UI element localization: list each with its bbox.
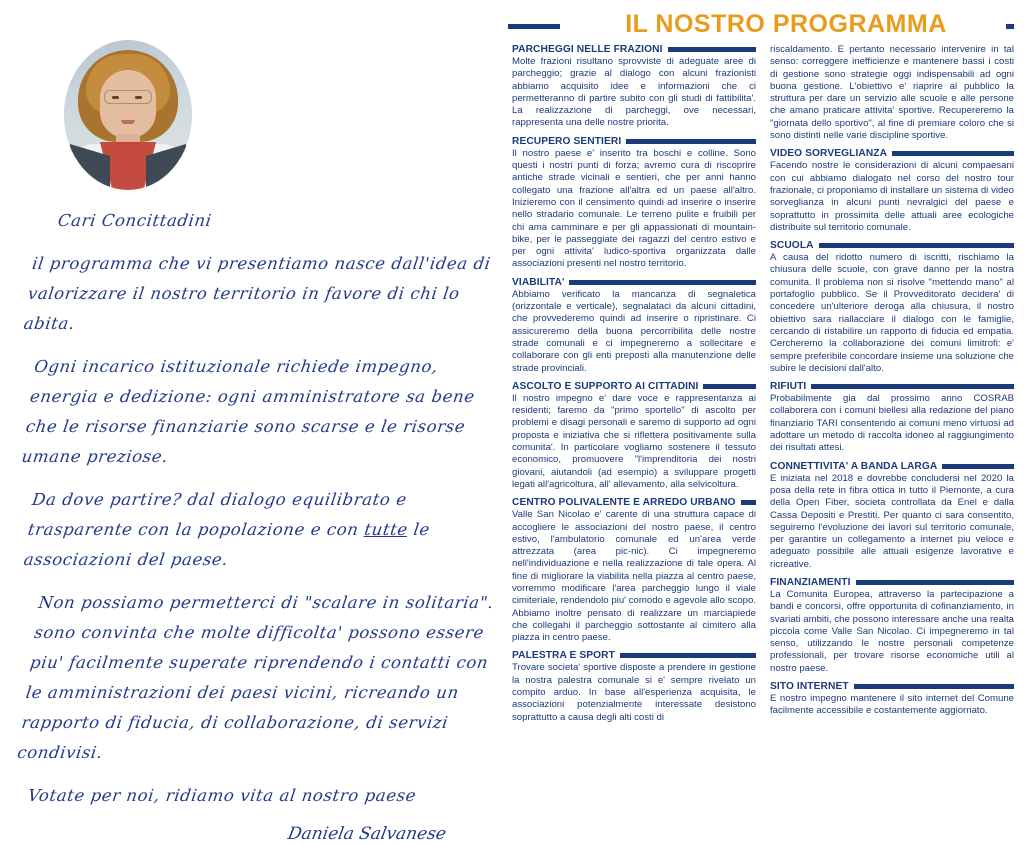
letter-salutation: Cari Concittadini [56,211,214,230]
portrait-mouth [121,120,135,124]
section-heading [512,136,756,147]
letter-paragraph-2: Ogni incarico istituzionale richiede impegno, energia e dedizione: ogni amministratore sa bene che le risorse finanziarie sono scarse e le risorse umane preziose. [20,357,477,466]
program-columns [512,44,1014,723]
section-title: VIABILITA' [512,276,565,288]
section-rule [892,151,1014,156]
section-body: Molte frazioni risultano sprovviste di adeguate aree di parcheggio; grazie al dialogo con alcuni frazionisti abbiamo acquisito idee e informazioni che ci permetteranno di partire subito con gli studi di fattibilita'. La realizzazione di parcheggi, ove necessari, rappresenta una delle nostre priorita. [512,56,756,129]
program-column-1 [512,44,756,723]
letter-signature: Daniela Salvanese [286,824,448,844]
section-body: E nostro impegno mantenere il sito internet del Comune facilmente accessibile e costantemente aggiornato. [770,693,1014,717]
section-heading [770,148,1014,159]
section-heading [770,240,1014,251]
section-title: SCUOLA [770,240,814,252]
section-body: Probabilmente gia dal prossimo anno COSRAB collaborera con i comuni biellesi alla redazione del piano finanziario TARI consentendo ai comuni meno virtuosi ad adottare un metodo di raccolta idoneo al raggiungimento dei risultati attesi. [770,393,1014,454]
section-rule [626,139,756,144]
section-recupero-sentieri [512,136,756,271]
section-rule [620,653,756,658]
section-scuola [770,240,1014,375]
section-heading [512,650,756,661]
section-title: PARCHEGGI NELLE FRAZIONI [512,44,663,55]
letter-paragraph-1: il programma che vi presentiamo nasce dall'idea di valorizzare il nostro territorio in favore di chi lo abita. [22,254,493,333]
candidate-photo [64,40,192,190]
section-heading [512,44,756,55]
portrait-eye-right [135,96,142,99]
letter-paragraph-3: Da dove partire? dal dialogo equilibrato e trasparente con la popolazione e con tutte le associazioni del paese. [22,490,432,569]
section-video-sorveglianza [770,148,1014,234]
section-body: Il nostro impegno e' dare voce e rappresentanza ai residenti; faremo da "primo sportello" di ascolto per problemi e disagi personali e saremo di supporto ad ogni proposta e iniziativa che si riflettera positivamente sulla comunita'. In particolare vogliamo sostenere il tessuto economico, promuovere "l'imprenditoria dei nostri giovani, aiutandoli (ad esempio) a sviluppare progetti legati all'agricoltura, all' allevamento, alla selvicoltura. [512,392,756,490]
section-body: E iniziata nel 2018 e dovrebbe concludersi nel 2020 la posa della rete in fibra ottica in tutto il Piemonte, a cura della Open Fiber, societa controllata da Enel e dalla Cassa Depositi e Prestiti. Per quanto ci sara consentito, seguiremo l'evoluzione dei lavori sul territorio comunale, per garantire un collegamento a internet piu veloce e adeguato possibile alle attuali esigenze lavorative e ricreative. [770,472,1014,570]
letter-paragraph-4: Non possiamo permetterci di "scalare in solitaria". sono convinta che molte difficolta' possono essere piu' facilmente superate riprendendo i contatti con le amministrazioni dei paesi vicini, ricreando un rapporto di fiducia, di collaborazione, di servizi condivisi. [16,593,496,762]
header-rule-left [508,24,560,29]
handwritten-letter [16,206,496,844]
section-title: SITO INTERNET [770,681,849,693]
section-title: CENTRO POLIVALENTE E ARREDO URBANO [512,497,736,509]
section-heading [770,681,1014,692]
section-centro-polivalente-e-arredo-urbano [512,497,756,644]
portrait-oval [64,40,192,190]
section-rule [856,580,1014,585]
section-heading [770,577,1014,588]
section-body: riscaldamento. E pertanto necessario intervenire in tal senso: correggere inefficienze e mantenere bassi i costi di gestione sono strategie oggi indispensabili ad ogni buona gestione. L'obiettivo e' riaprire al pubblico la struttura per dare un servizio alle scuole e alle persone che amano praticare attivita' sportive. Recupereremo la "giornata dello sportivo", al fine di premiare coloro che si sono distinti nelle varie discipline sportive. [770,44,1014,142]
portrait-face [100,70,156,138]
section-heading [770,461,1014,472]
section-connettivita-a-banda-larga [770,461,1014,571]
section-body: Valle San Nicolao e' carente di una struttura capace di accogliere le associazioni del nostro paese, il centro estivo, l'ambulatorio comunale ed un'area verde attrezzata (area pic-nic). Ci impegneremo nell'individuazione e nella realizzazione di tale opera. Al fine di migliorare la viabilita nella piazza al centro paese, vorremmo modificare l'area parcheggio lungo il viale cimiteriale, rendendolo piu' comodo e agevole allo scopo. Abbiamo inoltre pensato di realizzare un marciapiede che collegahi il parcheggio sottostante al cimitero alla piazza in centro paese. [512,509,756,644]
page-header [508,10,1014,44]
portrait-eye-left [112,96,119,99]
section-rifiuti [770,381,1014,454]
section-title: RECUPERO SENTIERI [512,135,622,147]
section-title: CONNETTIVITA' A BANDA LARGA [770,460,938,472]
section-rule [819,243,1014,248]
section-heading [512,497,756,508]
section-rule [942,464,1014,469]
section-body: Trovare societa' sportive disposte a prendere in gestione la nostra palestra comunale si e' sempre rivelato un compito arduo. In base all'esperienza acquisita, le associazioni potenzialmente interessate desistono soprattutto a causa degli alti costi di [512,662,756,723]
section-heading [512,277,756,288]
section-body: Il nostro paese e' inserito tra boschi e colline. Sono questi i nostri punti di forza; avremo cura di riscoprire antiche strade vicinali e sentieri, che per anni hanno collegato una frazione all'altra ed un paese all'altro. Inizieremo con il censimento quindi ad inserire o inserire nello stradario comunale. Le terreno pulite e fruibili per chi ama camminare e per gli appassionati di mountain-bike, per le passeggiate dei ragazzi del centro estivo e per ogni attivita' ludico-sportiva organizzata dalle associazioni presenti nel nostro territorio. [512,147,756,270]
section-title: ASCOLTO E SUPPORTO AI CITTADINI [512,380,699,392]
section-finanziamenti [770,577,1014,675]
section-title: RIFIUTI [770,381,807,393]
section-title: PALESTRA E SPORT [512,650,615,662]
section-heading [512,381,756,392]
section-rule [854,684,1014,689]
section-rule [569,280,756,285]
section-palestra-e-sport [512,650,756,723]
section-sito-internet [770,681,1014,718]
section-body: Abbiamo verificato la mancanza di segnaletica (orizzontale e verticale), segnalataci da alcuni cittadini, che provvederemo quindi ad inserire o ripristinare. Ci assicureremo della buona percorribilita delle nostre strade comunali e ci impegneremo a sollecitare e collaborare con gli enti preposti alla manutenzione delle strade provinciali. [512,288,756,374]
section-title: FINANZIAMENTI [770,576,851,588]
header-rule-right [1006,24,1014,29]
left-column [14,18,500,844]
section-parcheggi-nelle-frazioni [512,44,756,130]
section-body: Facendo nostre le considerazioni di alcuni compaesani con cui abbiamo dialogato nel corso del nostro tour frazionale, ci proponiamo di installare un sistema di video sorveglianza in alcuni punti nevralgici del paese e soprattutto in prossimita delle attuali aree ecologiche distribuite sul territorio comunale. [770,160,1014,233]
page-title: IL NOSTRO PROGRAMMA [625,10,947,38]
section-body: La Comunita Europea, attraverso la partecipazione a bandi e concorsi, offre opportunita di cofinanziamento, in svariati ambiti, che possono interessare anche una realta piccola come Valle San Nicolao. Ci impegneremo in tal senso, utilizzando le nostre personali competenze professionali, per trovare risorse economiche utili al nostro paese. [770,588,1014,674]
section-palestra-e-sport-continued [770,44,1014,142]
section-rule [811,384,1014,389]
letter-paragraph-5: Votate per noi, ridiamo vita al nostro paese [26,786,418,805]
section-title: VIDEO SORVEGLIANZA [770,148,888,160]
section-body: A causa del ridotto numero di iscritti, rischiamo la chiusura delle scuole, con grave danno per la nostra comunita. Il problema non si risolve "mettendo mano" al portafoglio pubblico. Se il Provveditorato decidera' di concedere un'ulteriore deroga alla chiusura, il nostro obiettivo sara riallacciare il dialogo con le famiglie, cercando di ristabilire un rapporto di fiducia ed empatia. Cercheremo la collaborazione dei comuni limitrofi: e' sempre preferibile concordare insieme una soluzione che subire le decisioni dall'alto. [770,252,1014,374]
section-rule [703,384,756,389]
section-ascolto-e-supporto-ai-cittadini [512,381,756,491]
program-column-2 [770,44,1014,720]
section-rule [668,47,757,52]
section-heading [770,381,1014,392]
section-viabilita [512,277,756,375]
section-rule [741,500,756,505]
